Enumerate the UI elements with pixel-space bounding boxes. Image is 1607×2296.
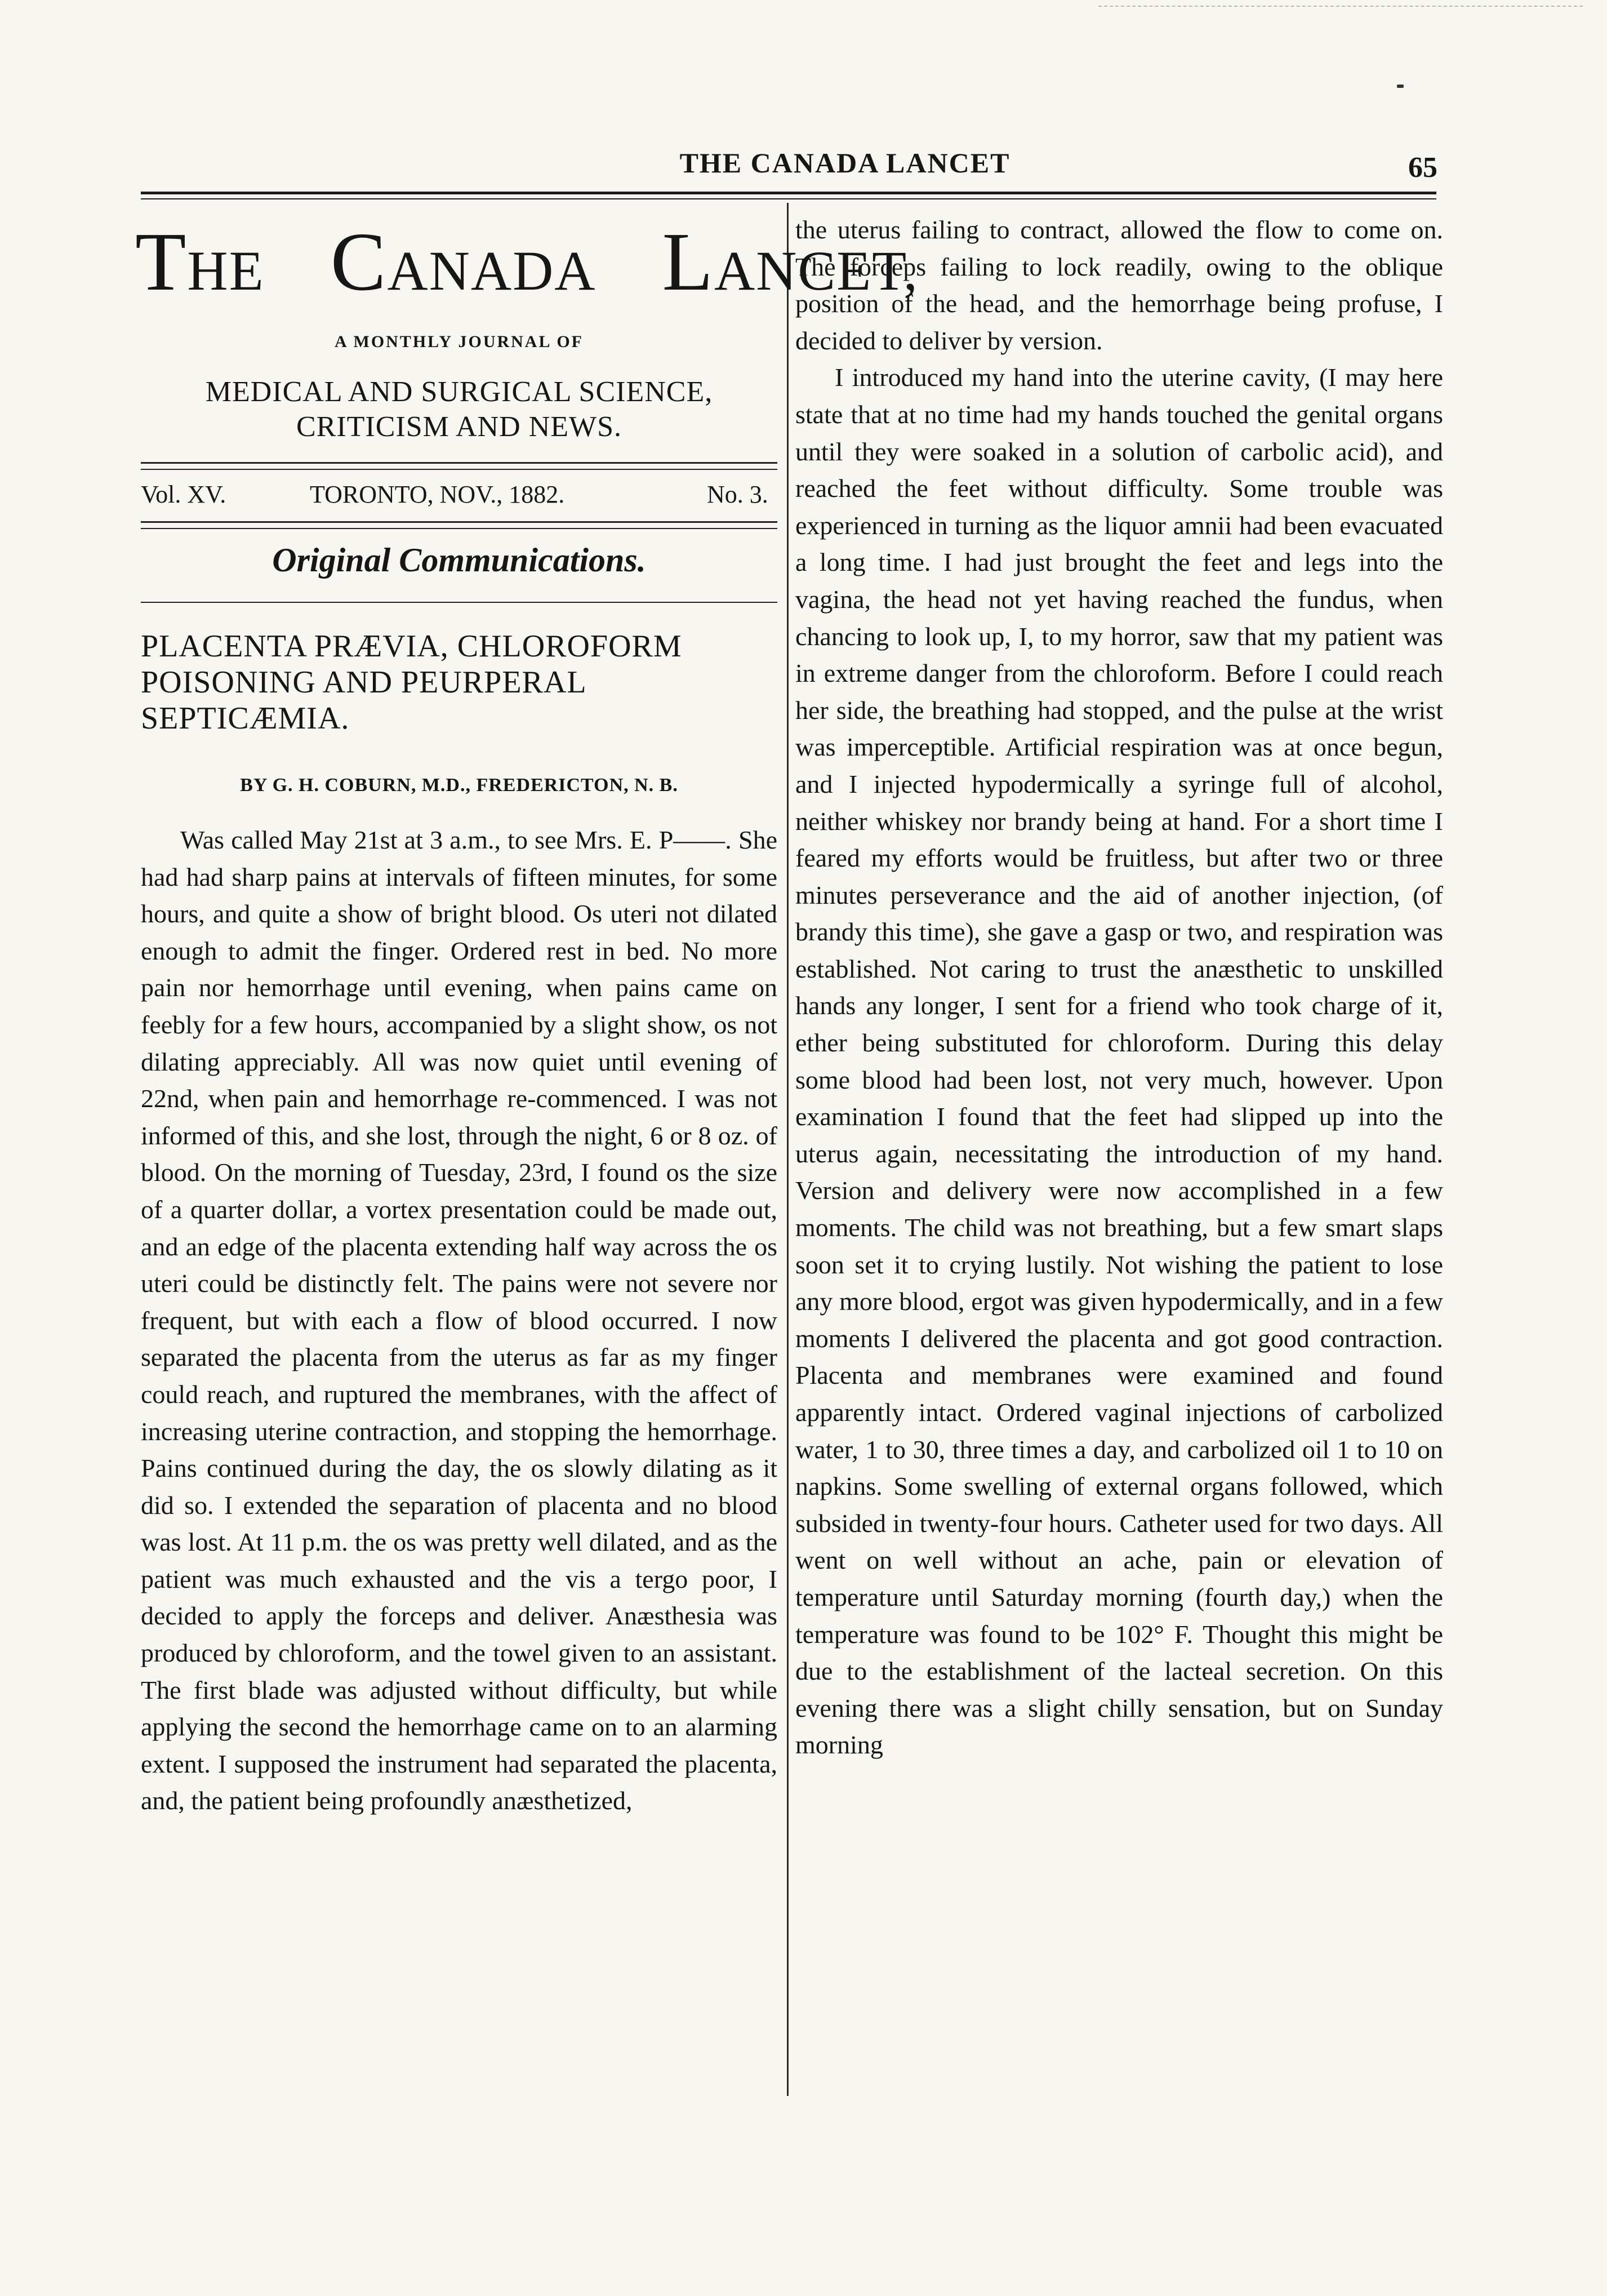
right-column-body	[795, 211, 1443, 1764]
issue-rule	[141, 528, 777, 529]
body-paragraph: the uterus failing to contract, allowed the flow to come on. The forceps failing to lock readily, owing to the oblique position of the head, and the hemorrhage being profuse, I decided to deliver by version.	[795, 215, 1443, 355]
volume-label: Vol. XV.	[141, 481, 226, 508]
ink-speck	[1397, 85, 1404, 88]
section-heading: Original Communications.	[272, 541, 646, 579]
masthead-field	[141, 375, 777, 445]
masthead-word-rest: ANCET,	[714, 239, 919, 302]
issue-rule	[141, 521, 777, 523]
masthead-letter: L	[662, 216, 714, 308]
top-edge-rule	[1098, 6, 1583, 7]
masthead-rule	[141, 469, 777, 470]
dateline: TORONTO, NOV., 1882.	[310, 481, 565, 508]
body-paragraph: Was called May 21st at 3 a.m., to see Mrs. E. P——. She had had sharp pains at intervals of fifteen minutes, for some hours, and quite a show of bright blood. Os uteri not dilated enough to admit the finger. Ordered rest in bed. No more pain nor hemorrhage until evening, when pains came on feebly for a few hours, accompanied by a slight show, os not dilating appreciably. All was now quiet until evening of 22nd, when pain and hemorrhage re-commenced. I was not informed of this, and she lost, through the night, 6 or 8 oz. of blood. On the morning of Tuesday, 23rd, I found os the size of a quarter dollar, a vortex presentation could be made out, and an edge of the placenta extending half way across the os uteri could be distinctly felt. The pains were not severe nor frequent, but with each a flow of blood occurred. I now separated the placenta from the uterus as far as my finger could reach, and ruptured the membranes, with the affect of increasing uterine contraction, and stopping the hemorrhage. Pains continued during the day, the os slowly dilating as it did so. I extended the separation of placenta and no blood was lost. At 11 p.m. the os was pretty well dilated, and as the patient was much exhausted and the vis a tergo poor, I decided to apply the forceps and deliver. Anæsthesia was produced by chloroform, and the towel given to an assistant. The first blade was adjusted without difficulty, but while applying the second the hemorrhage came on to an alarming extent. I supposed the instrument had separated the placenta, and, the patient being profoundly anæsthetized,	[141, 825, 777, 1815]
masthead-rule	[141, 462, 777, 464]
column-divider	[787, 203, 789, 2096]
masthead-title	[135, 214, 919, 310]
masthead-word-rest: HE	[187, 239, 265, 302]
masthead-field-line: MEDICAL AND SURGICAL SCIENCE,	[205, 376, 713, 408]
header-rule-thick	[141, 192, 1436, 194]
masthead-subtitle: A MONTHLY JOURNAL OF	[335, 332, 584, 351]
header-rule-thin	[141, 198, 1436, 199]
page-number: 65	[1408, 152, 1437, 184]
article-byline: BY G. H. COBURN, M.D., FREDERICTON, N. B.	[240, 775, 678, 796]
masthead-word-rest: ANADA	[387, 239, 596, 302]
issue-number: No. 3.	[707, 481, 768, 508]
article-title: PLACENTA PRÆVIA, CHLOROFORM POISONING AND PEURPERAL SEPTICÆMIA.	[141, 629, 682, 736]
section-rule	[141, 602, 777, 603]
left-column-body	[141, 821, 777, 1819]
masthead-letter: C	[330, 216, 388, 308]
running-head: THE CANADA LANCET	[679, 147, 1011, 179]
masthead-field-line: CRITICISM AND NEWS.	[296, 411, 622, 443]
masthead-letter: T	[135, 216, 188, 308]
body-paragraph: I introduced my hand into the uterine cavity, (I may here state that at no time had my hands touched the genital organs until they were soaked in a solution of carbolic acid), and reached the feet without difficulty. Some trouble was experienced in turning as the liquor amnii had been evacuated a long time. I had just brought the feet and legs into the vagina, the head not yet having reached the fundus, when chancing to look up, I, to my horror, saw that my patient was in extreme danger from the chloroform. Before I could reach her side, the breathing had stopped, and the pulse at the wrist was imperceptible. Artificial respiration was at once begun, and I injected hypodermically a syringe full of alcohol, neither whiskey nor brandy being at hand. For a short time I feared my efforts would be fruitless, but after two or three minutes perseverance and the aid of another injection, (of brandy this time), she gave a gasp or two, and respiration was established. Not caring to trust the anæsthetic to unskilled hands any longer, I sent for a friend who took charge of it, ether being substituted for chloroform. During this delay some blood had been lost, not very much, however. Upon examination I found that the feet had slipped up into the uterus again, necessitating the introduction of my hand. Version and delivery were now accomplished in a few moments. The child was not breathing, but a few smart slaps soon set it to crying lustily. Not wishing the patient to lose any more blood, ergot was given hypodermically, and in a few moments I delivered the placenta and got good contraction. Placenta and membranes were examined and found apparently intact. Ordered vaginal injections of carbolized water, 1 to 30, three times a day, and carbolized oil 1 to 10 on napkins. Some swelling of external organs followed, which subsided in twenty-four hours. Catheter used for two days. All went on well without an ache, pain or elevation of temperature until Saturday morning (fourth day,) when the temperature was found to be 102° F. Thought this might be due to the establishment of the lacteal secretion. On this evening there was a slight chilly sensation, but on Sunday morning	[795, 363, 1443, 1760]
